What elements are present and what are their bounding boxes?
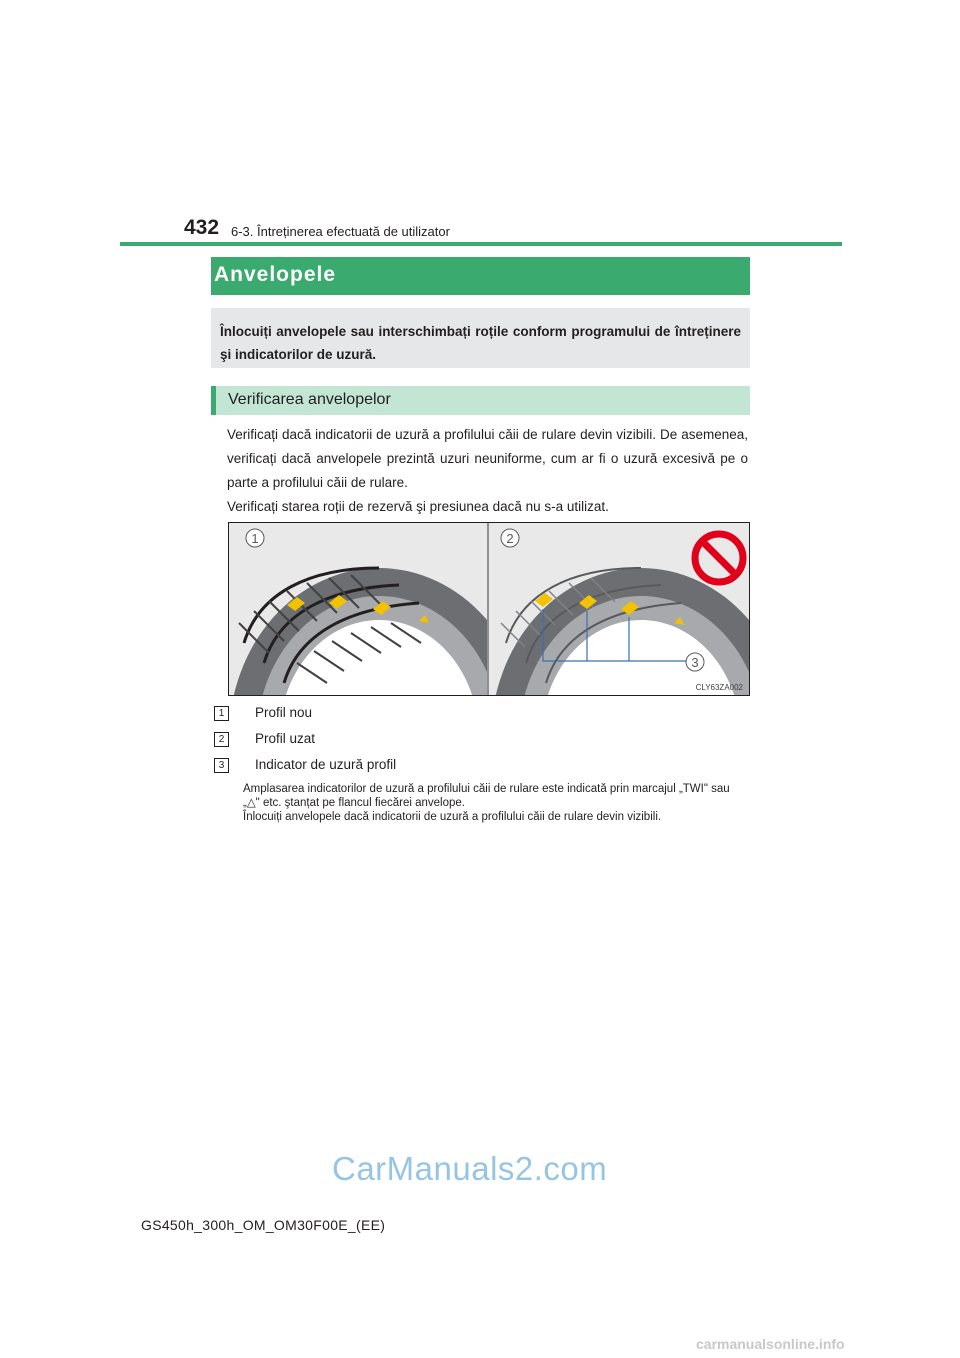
body-paragraph-2: Verificați starea roții de rezervă şi presiunea dacă nu s-a utilizat.	[227, 499, 609, 514]
subsection-title: Verificarea anvelopelor	[211, 386, 750, 415]
page-number: 432	[184, 216, 220, 239]
callout-1-label: 1	[251, 531, 259, 546]
item-number: 2	[214, 732, 229, 747]
list-item	[214, 756, 754, 782]
page-title: Anvelopele	[211, 257, 750, 295]
callout-3-label: 3	[691, 655, 699, 670]
callout-2-label: 2	[506, 531, 514, 546]
note-text	[243, 782, 748, 824]
list-item	[214, 730, 754, 756]
tire-figure	[228, 522, 750, 696]
list-item	[214, 704, 754, 730]
body-text	[227, 423, 748, 519]
document-id: GS450h_300h_OM_OM30F00E_(EE)	[141, 1217, 386, 1233]
callout-3	[686, 653, 704, 671]
figure-code: CLY63ZA002	[695, 683, 743, 692]
watermark: CarManuals2.com	[332, 1150, 608, 1187]
callout-1	[246, 529, 264, 547]
note-paragraph-2: Înlocuiți anvelopele dacă indicatorii de uzură a profilului căii de rulare devin vizibili.	[243, 811, 662, 823]
legend-list	[214, 704, 754, 782]
tire-illustration	[229, 523, 749, 695]
watermark-site: carmanualsonline.info	[696, 1336, 845, 1352]
item-label: Indicator de uzură profil	[255, 757, 397, 772]
item-label: Profil uzat	[255, 731, 316, 746]
item-number: 3	[214, 758, 229, 773]
callout-2	[501, 529, 519, 547]
body-paragraph-1: Verificați dacă indicatorii de uzură a profilului căii de rulare devin vizibili. De asemenea, verificați dacă anvelopele prezintă uzuri neuniforme, cum ar fi o uzură excesivă pe o parte a profilului căii de rulare.	[227, 427, 748, 490]
note-paragraph-1: Amplasarea indicatorilor de uzură a profilului căii de rulare este indicată prin marcajul „TWI" sau „△" etc. ştanțat pe flancul fiecărei anvelope.	[243, 783, 730, 809]
intro-box: Înlocuiți anvelopele sau interschimbați roțile conform programului de întreținere şi indicatorilor de uzură.	[211, 308, 750, 368]
item-label: Profil nou	[255, 705, 313, 720]
header-rule	[120, 242, 842, 246]
item-number: 1	[214, 706, 229, 721]
section-heading: 6-3. Întreținerea efectuată de utilizator	[231, 224, 450, 239]
